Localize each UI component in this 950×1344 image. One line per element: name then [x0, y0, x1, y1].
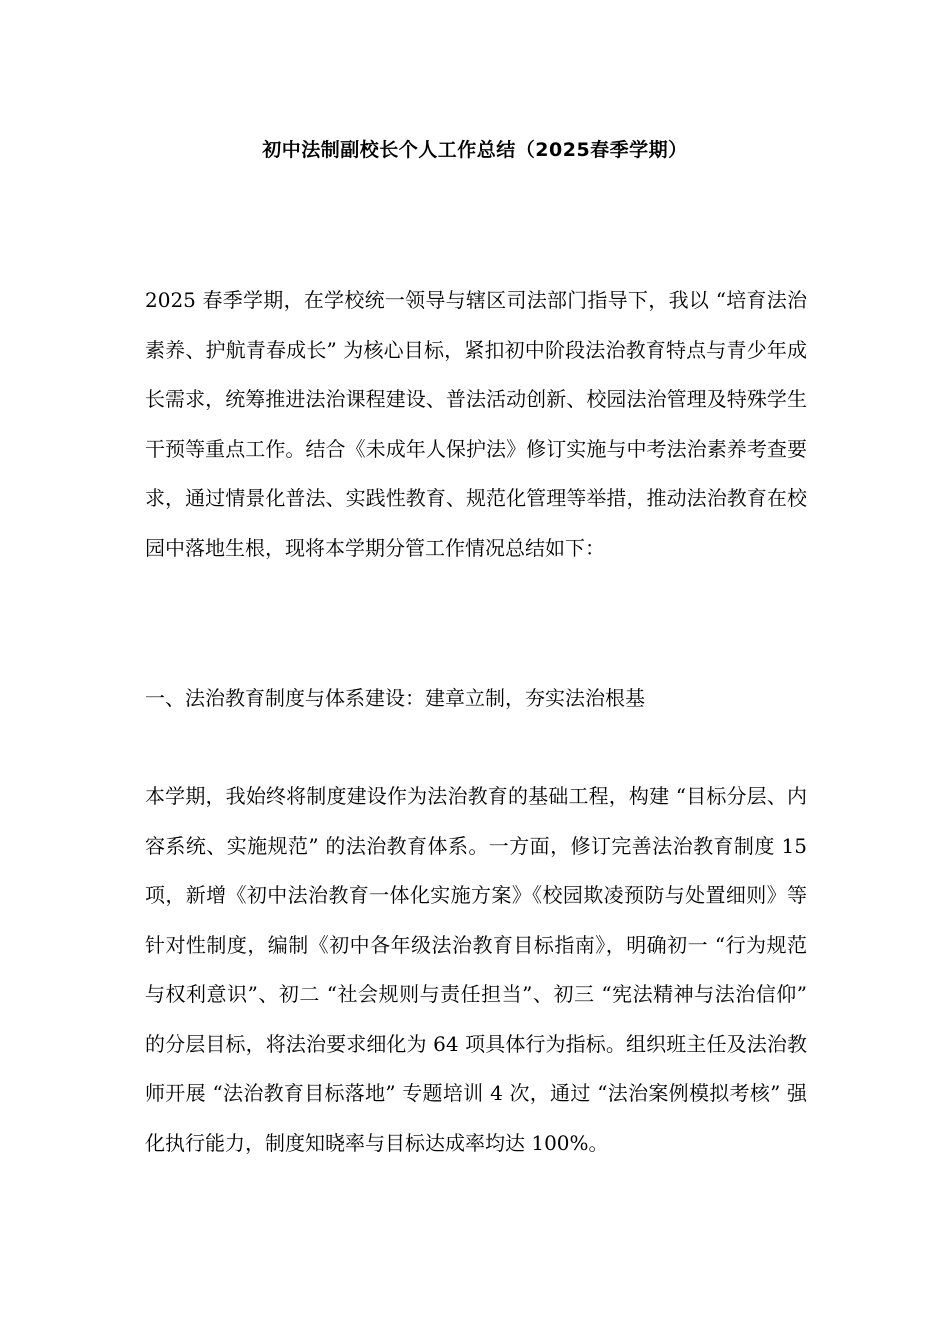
section-heading-1: 一、法治教育制度与体系建设：建章立制，夯实法治根基	[145, 686, 645, 710]
section-1-paragraph: 本学期，我始终将制度建设作为法治教育的基础工程，构建 “目标分层、内容系统、实施规范” 的法治教育体系。一方面，修订完善法治教育制度 15 项，新增《初中法治教育一体化实施方案》《校园欺凌预防与处置细则》等针对性制度，编制《初中各年级法治教育目标指南》，明确初一 “行为规范与权利意识”、初二 “社会规则与责任担当”、初三 “宪法精神与法治信仰” 的分层目标，将法治要求细化为 64 项具体行为指标。组织班主任及法治教师开展 “法治教育目标落地” 专题培训 4 次，通过 “法治案例模拟考核” 强化执行能力，制度知晓率与目标达成率均达 100%。	[145, 784, 807, 1155]
intro-paragraph: 2025 春季学期，在学校统一领导与辖区司法部门指导下，我以 “培育法治素养、护航青春成长” 为核心目标，紧扣初中阶段法治教育特点与青少年成长需求，统筹推进法治课程建设、普法活动创新、校园法治管理及特殊学生干预等重点工作。结合《未成年人保护法》修订实施与中考法治素养考查要求，通过情景化普法、实践性教育、规范化管理等举措，推动法治教育在校园中落地生根，现将本学期分管工作情况总结如下：	[145, 288, 807, 560]
document-title: 初中法制副校长个人工作总结（2025春季学期）	[262, 139, 688, 161]
